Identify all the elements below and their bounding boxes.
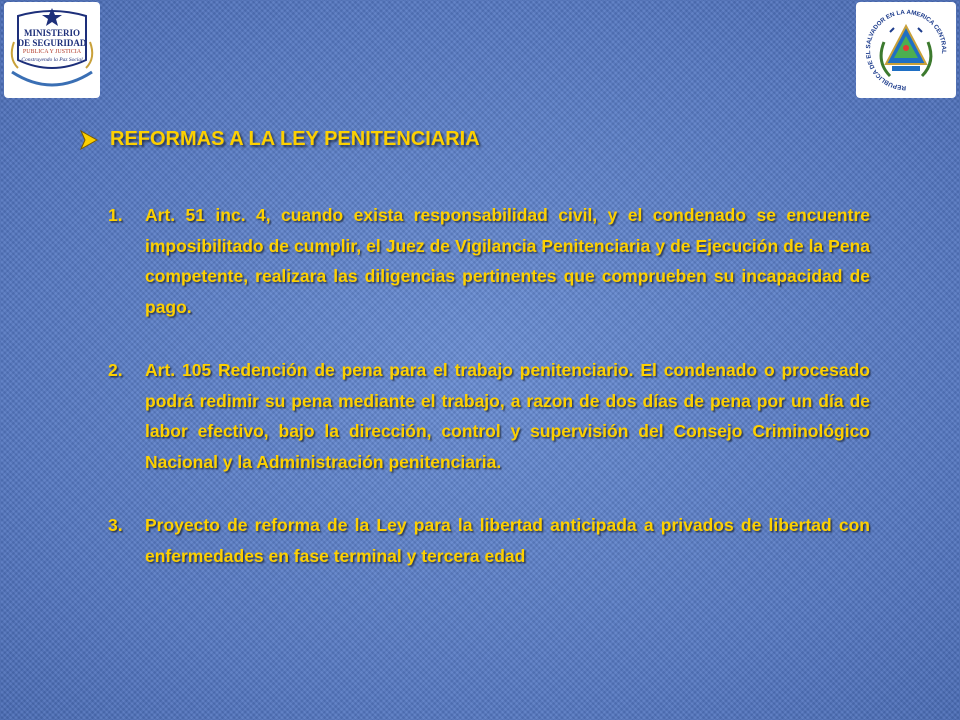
- ministerio-line4: Construyendo la Paz Social: [21, 57, 83, 63]
- list-item: [108, 510, 870, 571]
- heading-text: REFORMAS A LA LEY PENITENCIARIA: [110, 128, 480, 150]
- ministerio-line2: DE SEGURIDAD: [17, 38, 87, 48]
- list-item: [108, 200, 870, 322]
- section-heading: [78, 128, 480, 151]
- list-item-text: Art. 105 Redención de pena para el trabajo penitenciario. El condenado o procesado podrá redimir su pena mediante el trabajo, a razon de dos días de pena por un día de labor efectivo, bajo la dirección, control y supervisión del Consejo Criminológico Nacional y la Administración penitenciaria.: [145, 360, 870, 472]
- reform-list: [108, 200, 870, 571]
- coat-of-arms-ring-text: REPUBLICA DE EL SALVADOR EN LA AMERICA CENTRAL: [865, 8, 948, 92]
- coat-of-arms-icon: [856, 2, 956, 98]
- list-item-number: 3.: [108, 515, 123, 535]
- coat-of-arms-logo: [856, 2, 956, 98]
- arrow-bullet-icon: [78, 129, 100, 151]
- list-item: [108, 355, 870, 477]
- list-item-number: 2.: [108, 360, 123, 380]
- list-item-text: Art. 51 inc. 4, cuando exista responsabilidad civil, y el condenado se encuentre imposibilitado de cumplir, el Juez de Vigilancia Penitenciaria y de Ejecución de la Pena competente, realizara las diligencias pertinentes que comprueben su incapacidad de pago.: [145, 205, 870, 317]
- ministerio-line3: PUBLICA Y JUSTICIA: [22, 49, 82, 55]
- list-item-text: Proyecto de reforma de la Ley para la libertad anticipada a privados de libertad con enfermedades en fase terminal y tercera edad: [145, 515, 870, 566]
- ministerio-logo: [4, 2, 100, 98]
- ministerio-line1: MINISTERIO: [23, 28, 80, 38]
- list-item-number: 1.: [108, 205, 123, 225]
